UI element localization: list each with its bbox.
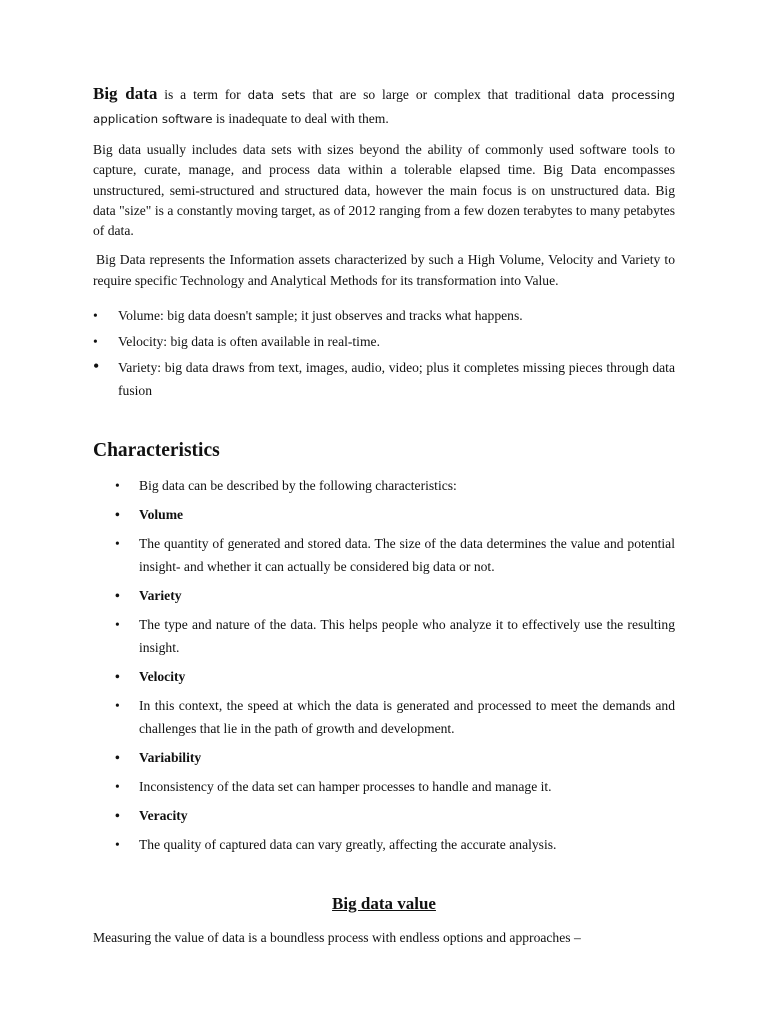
bullet-icon: • [93, 356, 100, 377]
bullet-icon: • [115, 837, 120, 853]
list-item-text: In this context, the speed at which the data is generated and processed to meet the demands and challenges that lie in the path of growth and development. [139, 698, 675, 737]
list-item [93, 356, 675, 402]
list-item [93, 532, 675, 578]
bullet-icon: • [115, 808, 120, 824]
bullet-icon: • [93, 308, 98, 324]
bullet-icon: • [115, 536, 120, 552]
bullet-icon: • [115, 669, 120, 685]
list-item-keyword [93, 746, 675, 769]
list-item-text: Variety [139, 588, 182, 604]
list-item-keyword [93, 503, 675, 526]
list-item-text: Volume: big data doesn't sample; it just observes and tracks what happens. [118, 308, 523, 324]
list-item [93, 330, 675, 353]
bullet-icon: • [93, 334, 98, 350]
value-paragraph: Measuring the value of data is a boundless process with endless options and approaches – [93, 930, 581, 946]
data-processing-term: data processing application software [93, 88, 675, 126]
list-item-text: Big data can be described by the following characteristics: [139, 478, 457, 494]
intro-text-3: is inadequate to deal with them. [212, 111, 389, 126]
list-item [93, 474, 675, 497]
list-item-keyword [93, 584, 675, 607]
bullet-icon: • [115, 779, 120, 795]
intro-text-2: that are so large or complex that traditional [305, 87, 578, 102]
data-sets-term: data sets [247, 88, 306, 102]
list-item [93, 833, 675, 856]
list-item [93, 304, 675, 327]
bullet-icon: • [115, 750, 120, 766]
value-heading: Big data value [332, 894, 436, 914]
list-item-text: Variability [139, 750, 202, 766]
list-item [93, 694, 675, 740]
bullet-icon: • [115, 588, 120, 604]
vvv-list [93, 304, 675, 402]
list-item-keyword [93, 804, 675, 827]
list-item-text: Inconsistency of the data set can hamper processes to handle and manage it. [139, 779, 552, 795]
paragraph-definition: Big Data represents the Information assets characterized by such a High Volume, Velocity and Variety to require specific Technology and Analytical Methods for its transformation into Value. [93, 252, 675, 288]
list-item-text: The type and nature of the data. This helps people who analyze it to effectively use the resulting insight. [139, 617, 675, 656]
list-item-text: Velocity [139, 669, 186, 685]
intro-paragraph [93, 82, 675, 131]
list-item-text: Variety: big data draws from text, images, audio, video; plus it completes missing pieces through data fusion [118, 360, 675, 399]
list-item [93, 613, 675, 659]
bullet-icon: • [115, 617, 120, 633]
characteristics-heading: Characteristics [93, 440, 220, 462]
list-item-text: The quantity of generated and stored data. The size of the data determines the value and potential insight- and whether it can actually be considered big data or not. [139, 536, 675, 575]
intro-term: Big data [93, 84, 158, 103]
intro-text-1: is a term for [157, 87, 248, 102]
document-page [93, 82, 675, 948]
bullet-icon: • [115, 698, 120, 714]
characteristics-list [93, 474, 675, 856]
list-item-keyword [93, 665, 675, 688]
paragraph-size: Big data usually includes data sets with sizes beyond the ability of commonly used software tools to capture, curate, manage, and process data within a tolerable elapsed time. Big Data encompasses unstructured, semi-structured and structured data, however the main focus is on unstructured data. Big data "size" is a constantly moving target, as of 2012 ranging from a few dozen terabytes to many petabytes of data. [93, 142, 675, 239]
list-item-text: Veracity [139, 808, 188, 824]
list-item [93, 775, 675, 798]
list-item-text: The quality of captured data can vary greatly, affecting the accurate analysis. [139, 837, 557, 853]
bullet-icon: • [115, 478, 120, 494]
list-item-text: Volume [139, 507, 184, 523]
list-item-text: Velocity: big data is often available in real-time. [118, 334, 380, 350]
bullet-icon: • [115, 507, 120, 523]
